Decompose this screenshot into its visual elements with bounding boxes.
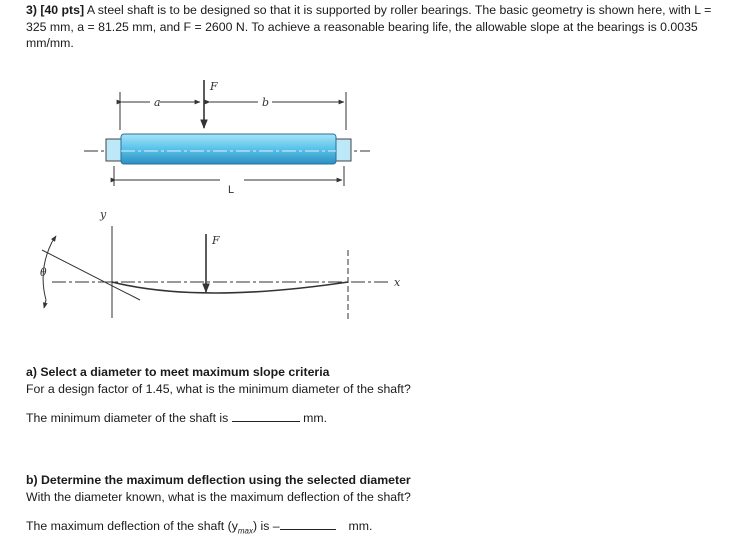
part-b-question: With the diameter known, what is the maximum deflection of the shaft? xyxy=(26,489,411,504)
bearing-right xyxy=(336,139,351,161)
problem-points: [40 pts] xyxy=(40,3,85,17)
label-force-bottom: F xyxy=(212,234,220,247)
label-x: x xyxy=(394,276,401,289)
part-a-answer-blank[interactable] xyxy=(232,410,300,422)
shaft-body xyxy=(121,134,336,164)
part-b-answer-unit: mm. xyxy=(348,519,373,533)
part-b-answer-line xyxy=(26,518,372,535)
deflection-curve xyxy=(112,282,348,293)
part-a-question: For a design factor of 1.45, what is the minimum diameter of the shaft? xyxy=(26,381,411,396)
part-a-answer-prefix: The minimum diameter of the shaft is xyxy=(26,411,229,425)
part-b-answer-sub: max xyxy=(237,526,253,536)
part-b-answer-blank[interactable] xyxy=(280,518,336,530)
label-theta: θ xyxy=(40,266,47,279)
dimension-L xyxy=(114,166,344,186)
part-a xyxy=(26,364,726,397)
problem-number: 3) xyxy=(26,3,37,17)
slope-tangent xyxy=(42,250,140,300)
part-a-answer-unit: mm. xyxy=(303,411,328,425)
label-L: L xyxy=(228,184,235,196)
part-b xyxy=(26,472,726,505)
label-y: y xyxy=(100,208,107,221)
label-b: b xyxy=(262,96,270,109)
part-b-answer-prefix: The maximum deflection of the shaft (y xyxy=(26,519,238,533)
part-a-heading: a) Select a diameter to meet maximum slope criteria xyxy=(26,365,330,379)
problem-text: A steel shaft is to be designed so that it is supported by roller bearings. The basic geometry is shown here, with L = 325 mm, a = 81.25 mm, and F = 2600 N. To achieve a reasonable bearing life, the allowable slope at the bearings is 0.0035 mm/mm. xyxy=(26,3,712,50)
label-force-top: F xyxy=(210,80,218,93)
bearing-left xyxy=(106,139,121,161)
part-b-heading: b) Determine the maximum deflection using the selected diameter xyxy=(26,473,411,487)
label-a: a xyxy=(154,96,161,109)
part-a-answer-line xyxy=(26,410,327,425)
part-b-answer-suffix: ) is – xyxy=(253,519,280,533)
